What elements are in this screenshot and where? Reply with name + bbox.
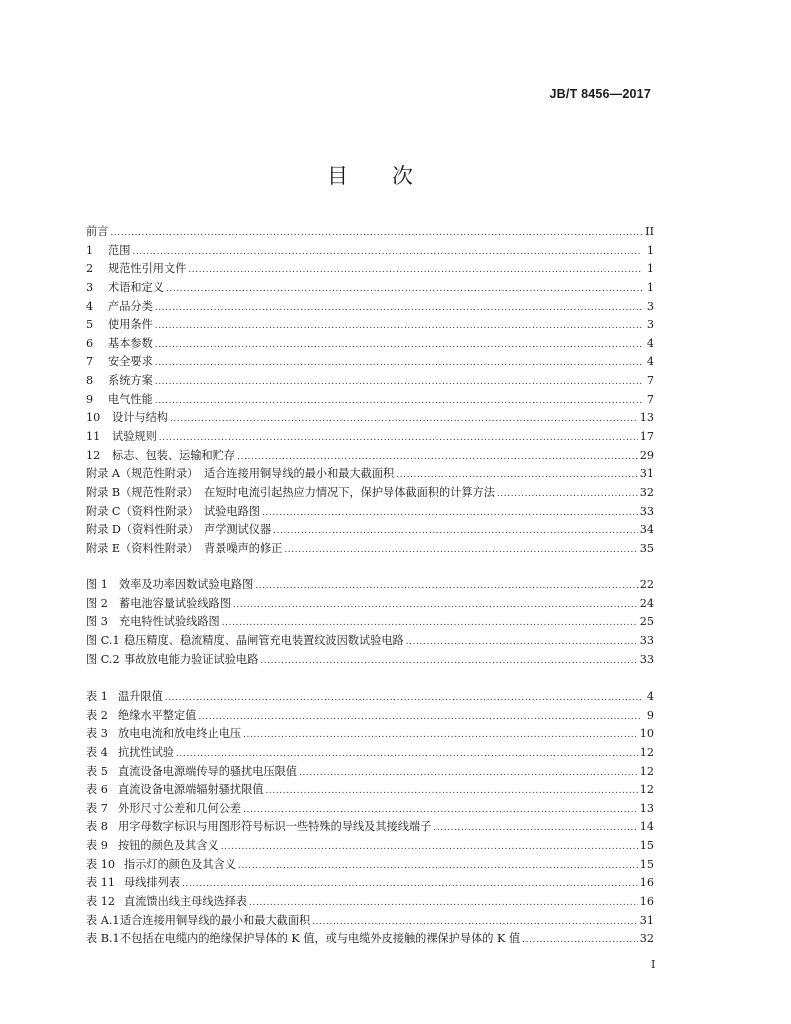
- toc-entry[interactable]: [86, 781, 654, 800]
- toc-entry-page: 16: [639, 895, 654, 909]
- leader-dots: [182, 876, 638, 889]
- toc-entry-page: 4: [646, 336, 654, 350]
- toc-entry-number: 12: [86, 448, 101, 462]
- toc-entry-title: 事故放电能力验证试验电路: [124, 652, 259, 666]
- leader-dots: [221, 839, 638, 852]
- toc-entry-page: 1: [646, 280, 654, 294]
- leader-dots: [260, 653, 637, 666]
- leader-dots: [243, 727, 638, 740]
- toc-entry[interactable]: [86, 856, 654, 875]
- toc-entry-title: 用字母数字标识与用图形符号标识一些特殊的导线及其接线端子: [118, 820, 432, 834]
- toc-entry-title: 术语和定义: [108, 280, 164, 294]
- toc-entry[interactable]: [86, 912, 654, 931]
- toc-entry-page: 29: [639, 448, 654, 462]
- toc-entry-number: 前言: [86, 225, 109, 238]
- toc-entry-page: 1: [646, 243, 654, 257]
- toc-entry-number: 7: [86, 355, 94, 369]
- toc-entry-title: 背景噪声的修正: [204, 541, 283, 555]
- toc-main-section: [86, 223, 654, 559]
- toc-figures-section: [86, 576, 654, 669]
- leader-dots: [233, 597, 638, 610]
- toc-entry-title: 设计与结构: [112, 411, 168, 425]
- toc-entry-page: 9: [646, 708, 654, 722]
- leader-dots: [155, 374, 642, 387]
- toc-entry[interactable]: [86, 391, 654, 410]
- toc-entry-page: 3: [646, 299, 654, 313]
- toc-entry[interactable]: [86, 632, 654, 651]
- toc-entry-page: II: [645, 225, 654, 238]
- toc-entry-title: 充电特性试验线路图: [119, 615, 220, 629]
- toc-entry-title: 试验规则: [112, 430, 157, 444]
- toc-entry[interactable]: [86, 465, 654, 484]
- toc-entry-number: 图 2: [86, 596, 108, 610]
- toc-entry-page: 22: [639, 578, 654, 591]
- toc-entry-title: 母线排列表: [124, 876, 180, 890]
- toc-entry-page: 24: [639, 596, 654, 610]
- toc-entry[interactable]: [86, 930, 654, 949]
- toc-entry-page: 4: [646, 690, 654, 703]
- leader-dots: [176, 746, 638, 759]
- toc-entry-page: 13: [639, 411, 654, 425]
- toc-entry-page: 10: [639, 727, 654, 741]
- toc-entry-title: 外形尺寸公差和几何公差: [118, 801, 242, 815]
- toc-entry-page: 33: [639, 504, 654, 518]
- toc-entry[interactable]: [86, 223, 654, 242]
- toc-entry-title: 使用条件: [108, 318, 153, 332]
- leader-dots: [155, 337, 642, 350]
- toc-entry[interactable]: [86, 763, 654, 782]
- toc-entry-title: 直流馈出线主母线选择表: [124, 895, 248, 909]
- toc-entry-title: 直流设备电源端传导的骚扰电压限值: [118, 764, 298, 778]
- toc-entry[interactable]: [86, 818, 654, 837]
- leader-dots: [262, 505, 638, 518]
- leader-dots: [166, 281, 642, 294]
- toc-entry-page: 12: [639, 783, 654, 797]
- leader-dots: [299, 765, 638, 778]
- toc-entry-page: 17: [639, 430, 654, 444]
- toc-entry[interactable]: [86, 316, 654, 335]
- standard-number: JB/T 8456—2017: [549, 87, 651, 101]
- toc-entry-number: 表 A.1: [86, 913, 120, 927]
- toc-entry[interactable]: [86, 874, 654, 893]
- toc-entry-page: 32: [639, 485, 654, 499]
- toc-entry-number: 附录 A（规范性附录）: [86, 467, 199, 481]
- toc-entry[interactable]: [86, 613, 654, 632]
- leader-dots: [238, 858, 638, 871]
- leader-dots: [406, 634, 638, 647]
- toc-entry-number: 3: [86, 280, 94, 294]
- toc-entry[interactable]: [86, 428, 654, 447]
- toc-entry-title: 温升限值: [118, 690, 163, 703]
- toc-entry-title: 适合连接用铜导线的最小和最大截面积: [204, 467, 395, 481]
- toc-entry-title: 不包括在电缆内的绝缘保护导体的 K 值，或与电缆外皮接触的裸保护导体的 K 值: [120, 932, 521, 946]
- toc-entry-title: 基本参数: [108, 336, 153, 350]
- toc-entry[interactable]: [86, 688, 654, 707]
- leader-dots: [249, 895, 638, 908]
- toc-entry-title: 蓄电池容量试验线路图: [119, 596, 231, 610]
- leader-dots: [155, 300, 642, 313]
- toc-entry[interactable]: [86, 744, 654, 763]
- leader-dots: [497, 486, 638, 499]
- leader-dots: [284, 542, 637, 555]
- toc-entry-page: 35: [639, 541, 654, 555]
- toc-entry-title: 标志、包装、运输和贮存: [112, 448, 236, 462]
- toc-entry[interactable]: [86, 409, 654, 428]
- toc-entry-title: 效率及功率因数试验电路图: [119, 578, 254, 591]
- leader-dots: [170, 411, 638, 424]
- leader-dots: [433, 820, 637, 833]
- toc-entry-number: 附录 D（资料性附录）: [86, 523, 200, 537]
- toc-entry-title: 指示灯的颜色及其含义: [124, 857, 236, 871]
- toc-entry-page: 13: [639, 801, 654, 815]
- toc-entry-number: 11: [86, 430, 101, 444]
- toc-entry-number: 表 1: [86, 690, 108, 703]
- toc-entry-number: 附录 C（资料性附录）: [86, 504, 199, 518]
- toc-entry-page: 12: [639, 764, 654, 778]
- toc-entry-number: 附录 E（资料性附录）: [86, 541, 199, 555]
- toc-entry-number: 表 B.1: [86, 932, 120, 946]
- toc-entry[interactable]: [86, 837, 654, 856]
- toc-entry-number: 表 4: [86, 745, 108, 759]
- toc-entry-title: 规范性引用文件: [108, 262, 187, 276]
- toc-entry-page: 14: [639, 820, 654, 834]
- toc-entry-page: 32: [639, 932, 654, 946]
- leader-dots: [522, 932, 638, 945]
- toc-entry-number: 1: [86, 243, 94, 257]
- toc-entry[interactable]: [86, 707, 654, 726]
- leader-dots: [255, 578, 637, 591]
- toc-entry[interactable]: [86, 725, 654, 744]
- leader-dots: [155, 318, 642, 331]
- toc-entry-number: 表 8: [86, 820, 108, 834]
- toc-entry-number: 9: [86, 392, 94, 406]
- leader-dots: [237, 449, 638, 462]
- leader-dots: [265, 783, 637, 796]
- leader-dots: [165, 690, 642, 703]
- page-title: 目次: [327, 164, 457, 188]
- toc-entry[interactable]: [86, 651, 654, 670]
- toc-entry-title: 安全要求: [108, 355, 153, 369]
- toc-entry-title: 系统方案: [108, 374, 153, 388]
- toc-entry-page: 7: [646, 374, 654, 388]
- toc-entry-page: 25: [639, 615, 654, 629]
- toc-entry-number: 图 C.2: [86, 652, 120, 666]
- toc-entry-page: 12: [639, 745, 654, 759]
- toc-entry-number: 图 C.1: [86, 633, 120, 647]
- leader-dots: [273, 523, 638, 536]
- toc-entry[interactable]: [86, 540, 654, 559]
- leader-dots: [198, 709, 642, 722]
- toc-entry[interactable]: [86, 353, 654, 372]
- toc-entry[interactable]: [86, 595, 654, 614]
- leader-dots: [110, 225, 642, 238]
- toc-entry[interactable]: [86, 372, 654, 391]
- toc-entry-number: 6: [86, 336, 94, 350]
- leader-dots: [155, 393, 642, 406]
- toc-entry[interactable]: [86, 279, 654, 298]
- toc-entry-title: 绝缘水平整定值: [118, 708, 197, 722]
- leader-dots: [155, 355, 642, 368]
- leader-dots: [243, 802, 638, 815]
- toc-entry-page: 7: [646, 392, 654, 406]
- toc-entry-page: 15: [639, 857, 654, 871]
- toc-entry-title: 稳压精度、稳流精度、晶闸管充电装置纹波因数试验电路: [124, 633, 404, 647]
- toc-entry[interactable]: [86, 503, 654, 522]
- toc-entry-title: 试验电路图: [204, 504, 260, 518]
- toc-entry-number: 表 7: [86, 801, 108, 815]
- toc-entry-number: 表 9: [86, 839, 108, 853]
- toc-entry[interactable]: [86, 893, 654, 912]
- toc-entry[interactable]: [86, 484, 654, 503]
- toc-entry-title: 在短时电流引起热应力情况下，保护导体截面积的计算方法: [204, 485, 495, 499]
- toc-entry-page: 16: [639, 876, 654, 890]
- toc-entry-number: 8: [86, 374, 94, 388]
- toc-entry-title: 声学测试仪器: [204, 523, 272, 537]
- toc-entry-page: 15: [639, 839, 654, 853]
- toc-entry-number: 表 5: [86, 764, 108, 778]
- toc-entry[interactable]: [86, 242, 654, 261]
- toc-entry-title: 按钮的颜色及其含义: [118, 839, 219, 853]
- toc-entry[interactable]: [86, 576, 654, 595]
- toc-entry-page: 34: [639, 523, 654, 537]
- toc-entry-page: 4: [646, 355, 654, 369]
- toc-entry-number: 表 3: [86, 727, 108, 741]
- toc-entry-number: 表 10: [86, 857, 115, 871]
- leader-dots: [312, 914, 638, 927]
- leader-dots: [188, 262, 642, 275]
- toc-entry-page: 31: [639, 913, 654, 927]
- toc-entry-number: 表 2: [86, 708, 108, 722]
- toc-entry[interactable]: [86, 800, 654, 819]
- toc-entry[interactable]: [86, 335, 654, 354]
- toc-entry-title: 直流设备电源端辐射骚扰限值: [118, 783, 264, 797]
- toc-entry-title: 电气性能: [108, 392, 153, 406]
- toc-entry-page: 1: [646, 262, 654, 276]
- toc-entry-page: 33: [639, 633, 654, 647]
- toc-entry-title: 适合连接用铜导线的最小和最大截面积: [120, 913, 311, 927]
- toc-entry-number: 2: [86, 262, 94, 276]
- toc-entry-number: 10: [86, 411, 101, 425]
- toc-entry-number: 图 3: [86, 615, 108, 629]
- toc-tables-section: [86, 688, 654, 949]
- toc-entry[interactable]: [86, 447, 654, 466]
- toc-entry-page: 33: [639, 652, 654, 666]
- leader-dots: [222, 615, 638, 628]
- toc-entry[interactable]: [86, 298, 654, 317]
- leader-dots: [159, 430, 638, 443]
- toc-entry-number: 表 6: [86, 783, 108, 797]
- toc-entry-page: 31: [639, 467, 654, 481]
- toc-entry-number: 5: [86, 318, 94, 332]
- toc-entry-number: 附录 B（规范性附录）: [86, 485, 199, 499]
- page-number-footer: I: [651, 958, 656, 971]
- toc-entry-number: 4: [86, 299, 94, 313]
- toc-entry-page: 3: [646, 318, 654, 332]
- toc-entry[interactable]: [86, 260, 654, 279]
- toc-entry-title: 产品分类: [108, 299, 153, 313]
- toc-entry-title: 放电电流和放电终止电压: [118, 727, 242, 741]
- leader-dots: [396, 467, 638, 480]
- toc-entry-number: 表 11: [86, 876, 115, 890]
- toc-entry[interactable]: [86, 521, 654, 540]
- toc-entry-number: 表 12: [86, 895, 115, 909]
- toc-entry-title: 范围: [108, 243, 131, 257]
- leader-dots: [132, 244, 642, 257]
- toc-entry-title: 抗扰性试验: [118, 745, 174, 759]
- toc-entry-number: 图 1: [86, 578, 108, 591]
